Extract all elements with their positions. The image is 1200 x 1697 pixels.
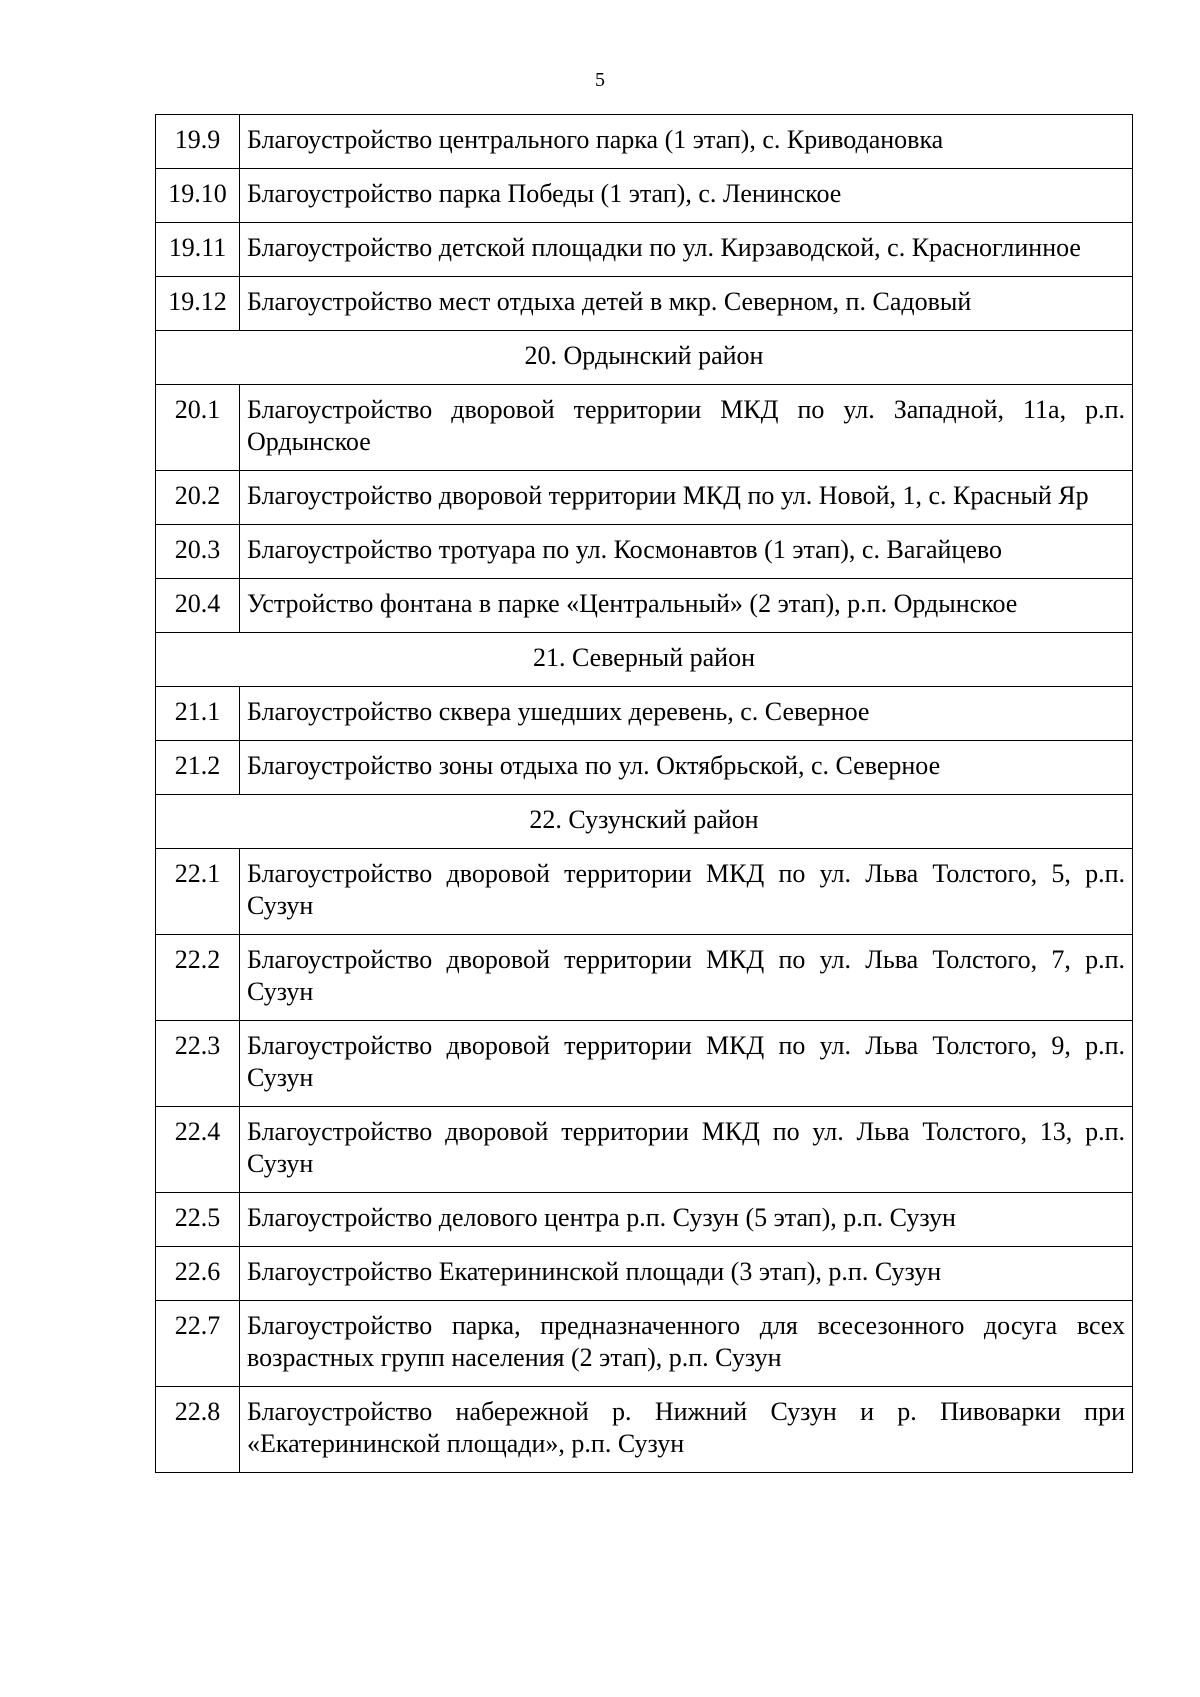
item-number: 21.2 [156, 741, 240, 795]
table-row [156, 579, 1133, 633]
item-number: 20.1 [156, 385, 240, 471]
table-row [156, 277, 1133, 331]
table-row [156, 935, 1133, 1021]
item-description: Благоустройство тротуара по ул. Космонавтов (1 этап), с. Вагайцево [240, 525, 1133, 579]
item-number: 19.11 [156, 223, 240, 277]
table-row [156, 223, 1133, 277]
table-row [156, 1301, 1133, 1387]
item-number: 22.7 [156, 1301, 240, 1387]
item-number: 22.5 [156, 1193, 240, 1247]
item-description: Благоустройство парка, предназначенного для всесезонного досуга всех возрастных групп населения (2 этап), р.п. Сузун [240, 1301, 1133, 1387]
item-number: 20.4 [156, 579, 240, 633]
item-number: 20.2 [156, 471, 240, 525]
item-number: 22.3 [156, 1021, 240, 1107]
table-row [156, 1193, 1133, 1247]
item-description: Благоустройство набережной р. Нижний Сузун и р. Пивоварки при «Екатерининской площади», р.п. Сузун [240, 1387, 1133, 1473]
item-number: 19.10 [156, 169, 240, 223]
item-number: 21.1 [156, 687, 240, 741]
item-description: Благоустройство сквера ушедших деревень, с. Северное [240, 687, 1133, 741]
item-description: Благоустройство парка Победы (1 этап), с. Ленинское [240, 169, 1133, 223]
item-description: Благоустройство делового центра р.п. Сузун (5 этап), р.п. Сузун [240, 1193, 1133, 1247]
item-description: Благоустройство центрального парка (1 этап), с. Криводановка [240, 115, 1133, 169]
table-row [156, 385, 1133, 471]
section-header-row [156, 331, 1133, 385]
table-row [156, 1107, 1133, 1193]
item-number: 22.6 [156, 1247, 240, 1301]
item-description: Благоустройство дворовой территории МКД по ул. Льва Толстого, 9, р.п. Сузун [240, 1021, 1133, 1107]
table-row [156, 1247, 1133, 1301]
projects-table [155, 114, 1133, 1473]
item-number: 20.3 [156, 525, 240, 579]
table-row [156, 1387, 1133, 1473]
item-description: Благоустройство дворовой территории МКД по ул. Льва Толстого, 7, р.п. Сузун [240, 935, 1133, 1021]
table-row [156, 849, 1133, 935]
item-description: Устройство фонтана в парке «Центральный» (2 этап), р.п. Ордынское [240, 579, 1133, 633]
item-description: Благоустройство дворовой территории МКД по ул. Новой, 1, с. Красный Яр [240, 471, 1133, 525]
item-description: Благоустройство детской площадки по ул. Кирзаводской, с. Красноглинное [240, 223, 1133, 277]
section-title: 21. Северный район [156, 633, 1133, 687]
page-number: 5 [595, 69, 605, 91]
item-number: 22.2 [156, 935, 240, 1021]
item-description: Благоустройство дворовой территории МКД по ул. Льва Толстого, 5, р.п. Сузун [240, 849, 1133, 935]
table-row [156, 687, 1133, 741]
item-description: Благоустройство мест отдыха детей в мкр. Северном, п. Садовый [240, 277, 1133, 331]
item-number: 22.4 [156, 1107, 240, 1193]
item-description: Благоустройство дворовой территории МКД по ул. Льва Толстого, 13, р.п. Сузун [240, 1107, 1133, 1193]
item-description: Благоустройство Екатерининской площади (3 этап), р.п. Сузун [240, 1247, 1133, 1301]
item-description: Благоустройство зоны отдыха по ул. Октябрьской, с. Северное [240, 741, 1133, 795]
table-row [156, 471, 1133, 525]
item-description: Благоустройство дворовой территории МКД по ул. Западной, 11а, р.п. Ордынское [240, 385, 1133, 471]
table-row [156, 741, 1133, 795]
projects-table-body [156, 115, 1133, 1473]
item-number: 19.12 [156, 277, 240, 331]
table-row [156, 1021, 1133, 1107]
table-row [156, 169, 1133, 223]
section-header-row [156, 633, 1133, 687]
item-number: 22.8 [156, 1387, 240, 1473]
item-number: 22.1 [156, 849, 240, 935]
section-title: 22. Сузунский район [156, 795, 1133, 849]
table-row [156, 525, 1133, 579]
table-row [156, 115, 1133, 169]
item-number: 19.9 [156, 115, 240, 169]
section-header-row [156, 795, 1133, 849]
section-title: 20. Ордынский район [156, 331, 1133, 385]
